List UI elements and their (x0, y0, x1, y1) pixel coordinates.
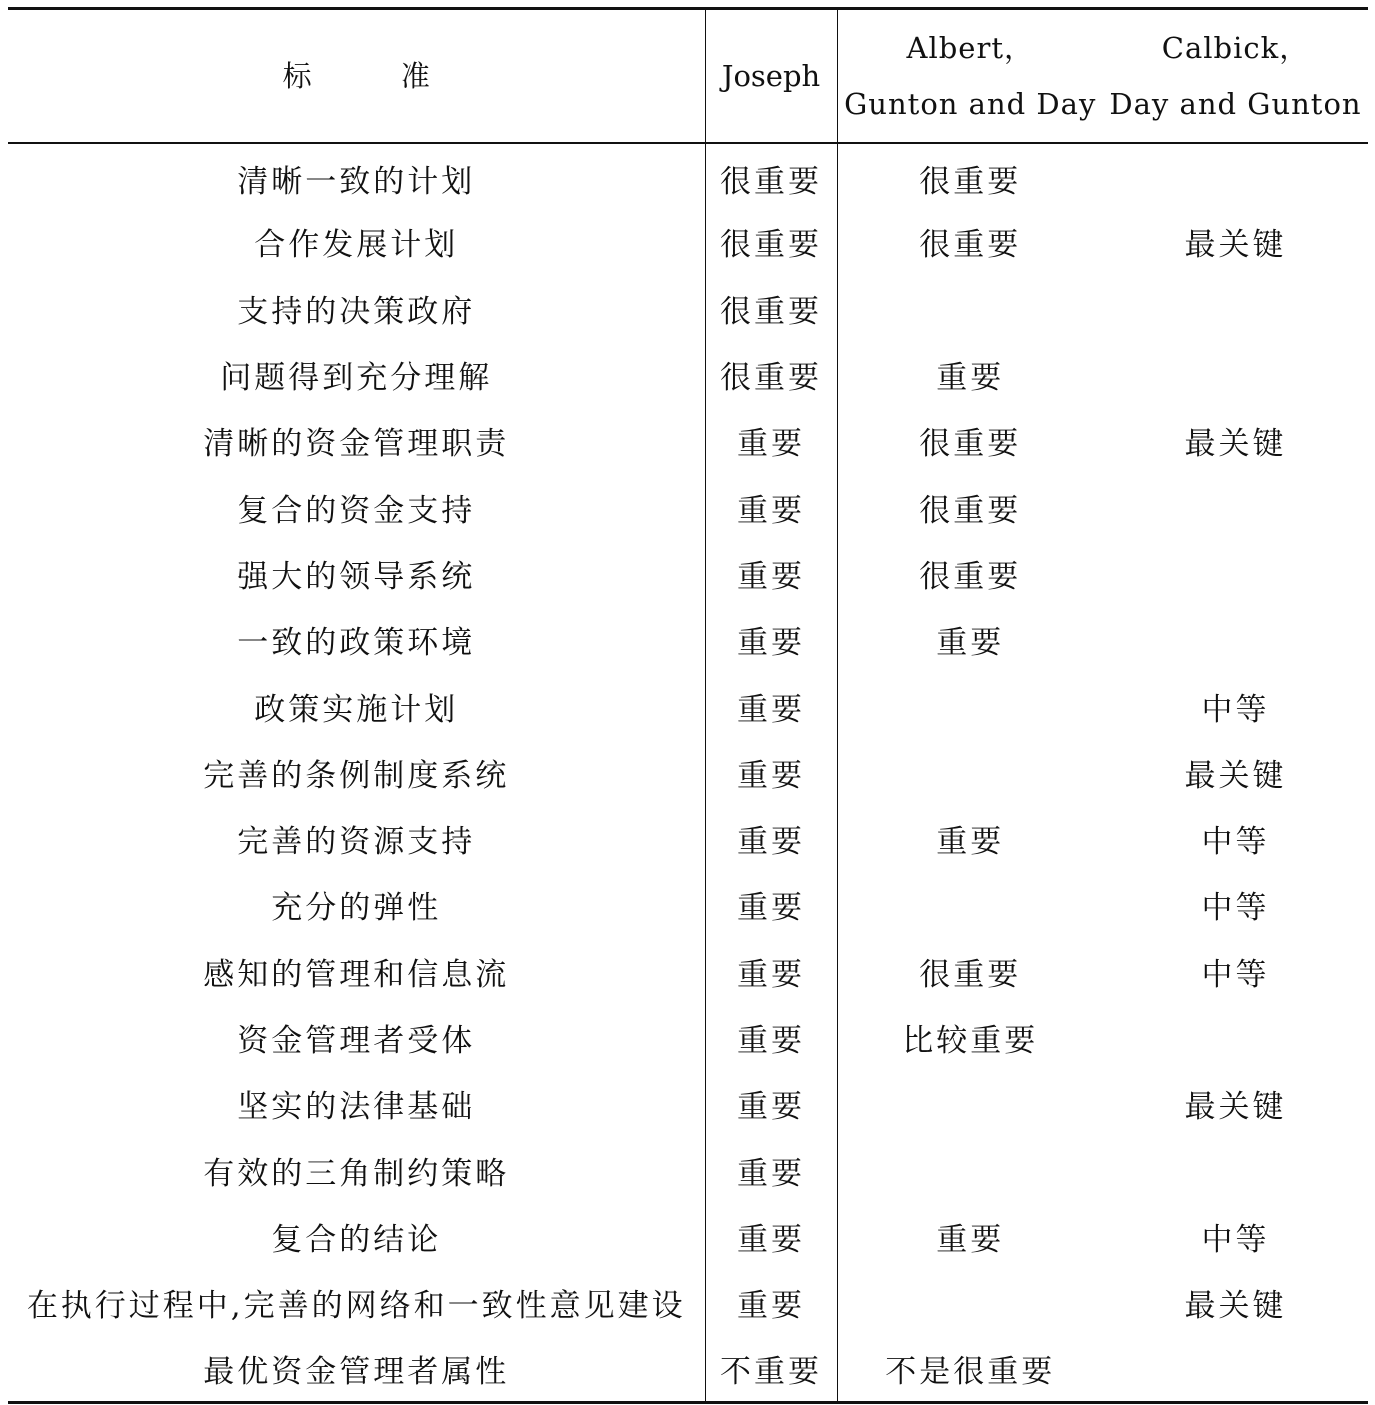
table-row (8, 143, 1368, 209)
cell-criterion: 政策实施计划 (254, 691, 459, 728)
table-body (8, 143, 1368, 1403)
cell-calbick-day-gunton: 最关键 (1184, 426, 1287, 463)
cell-albert-gunton-day (837, 673, 1103, 739)
cell-joseph: 重要 (705, 1270, 837, 1336)
table-row (8, 1336, 1368, 1402)
cell-albert-gunton-day: 比较重要 (837, 1004, 1103, 1070)
table-row (8, 341, 1368, 407)
cell-calbick-day-gunton: 最关键 (1184, 1288, 1287, 1325)
cell-calbick-day-gunton: 中等 (1201, 691, 1270, 728)
header-criterion: 标 准 (8, 9, 705, 143)
cell-albert-gunton-day (837, 1071, 1103, 1137)
table-row (8, 872, 1368, 938)
cell-criterion: 复合的资金支持 (237, 492, 476, 529)
cell-joseph: 很重要 (705, 341, 837, 407)
cell-albert-gunton-day: 重要 (837, 607, 1103, 673)
cell-criterion: 最优资金管理者属性 (8, 1336, 705, 1402)
table-row (8, 938, 1368, 1004)
cell-calbick-day-gunton: 中等 (1201, 956, 1270, 993)
header-row (8, 9, 1368, 143)
cell-criterion: 坚实的法律基础 (237, 1089, 476, 1126)
cell-joseph: 重要 (705, 1004, 837, 1070)
cell-criterion: 充分的弹性 (271, 890, 442, 927)
cell-criterion: 完善的条例制度系统 (203, 757, 510, 794)
cell-albert-gunton-day (837, 1270, 1103, 1336)
table-row (8, 1071, 1368, 1137)
cell-criterion: 在执行过程中,完善的网络和一致性意见建设 (26, 1288, 686, 1325)
cell-calbick-day-gunton (1103, 607, 1368, 673)
table-row (8, 275, 1368, 341)
criteria-table (8, 7, 1368, 1404)
cell-albert-gunton-day: 很重要 (837, 474, 1103, 540)
cell-albert-gunton-day: 重要 (837, 1203, 1103, 1269)
header-calbick-line1: Calbick， (1161, 30, 1310, 65)
cell-calbick-day-gunton: 中等 (1201, 1221, 1270, 1258)
cell-calbick-day-gunton (1103, 474, 1368, 540)
cell-joseph: 很重要 (705, 209, 837, 275)
table-row (8, 673, 1368, 739)
table-row (8, 540, 1368, 606)
table-row (8, 1137, 1368, 1203)
cell-joseph: 重要 (705, 805, 837, 871)
cell-joseph: 重要 (705, 938, 837, 1004)
header-albert-line2: Gunton and Day (844, 86, 1097, 121)
cell-albert-gunton-day: 重要 (837, 341, 1103, 407)
cell-joseph: 重要 (705, 872, 837, 938)
cell-joseph: 重要 (705, 607, 837, 673)
cell-joseph: 重要 (705, 1137, 837, 1203)
cell-calbick-day-gunton: 最关键 (1184, 227, 1287, 264)
table-header (8, 9, 1368, 143)
header-calbick-line2: Day and Gunton (1109, 86, 1362, 121)
cell-criterion: 感知的管理和信息流 (203, 956, 510, 993)
table-row (8, 1004, 1368, 1070)
table-row (8, 408, 1368, 474)
cell-joseph: 重要 (705, 1071, 837, 1137)
header-joseph: Joseph (705, 9, 837, 143)
cell-albert-gunton-day (837, 1137, 1103, 1203)
header-albert-gunton-day (837, 9, 1103, 143)
table-row (8, 607, 1368, 673)
cell-albert-gunton-day (837, 872, 1103, 938)
cell-criterion: 支持的决策政府 (237, 293, 476, 330)
cell-calbick-day-gunton (1103, 275, 1368, 341)
cell-calbick-day-gunton: 最关键 (1184, 757, 1287, 794)
cell-albert-gunton-day: 不是很重要 (837, 1336, 1103, 1402)
cell-criterion: 合作发展计划 (254, 227, 459, 264)
cell-joseph: 重要 (705, 739, 837, 805)
cell-criterion: 清晰的资金管理职责 (203, 426, 510, 463)
cell-albert-gunton-day: 很重要 (837, 209, 1103, 275)
cell-joseph: 重要 (705, 1203, 837, 1269)
cell-calbick-day-gunton (1103, 143, 1368, 209)
cell-calbick-day-gunton: 最关键 (1184, 1089, 1287, 1126)
cell-joseph: 很重要 (705, 275, 837, 341)
cell-albert-gunton-day: 很重要 (837, 143, 1103, 209)
cell-albert-gunton-day: 很重要 (837, 938, 1103, 1004)
header-albert-line1: Albert， (906, 30, 1034, 65)
cell-joseph: 重要 (705, 474, 837, 540)
cell-criterion: 复合的结论 (271, 1221, 442, 1258)
cell-albert-gunton-day (837, 739, 1103, 805)
cell-joseph: 重要 (705, 673, 837, 739)
cell-albert-gunton-day: 很重要 (837, 540, 1103, 606)
criteria-table-container (8, 7, 1368, 1404)
cell-criterion: 清晰一致的计划 (237, 163, 476, 200)
cell-criterion: 完善的资源支持 (237, 824, 476, 861)
cell-calbick-day-gunton (1103, 1336, 1368, 1402)
table-row (8, 805, 1368, 871)
cell-calbick-day-gunton (1103, 341, 1368, 407)
header-calbick-day-gunton (1103, 9, 1368, 143)
cell-albert-gunton-day: 重要 (837, 805, 1103, 871)
cell-criterion: 问题得到充分理解 (220, 360, 493, 397)
cell-calbick-day-gunton (1103, 1137, 1368, 1203)
cell-calbick-day-gunton: 中等 (1201, 890, 1270, 927)
cell-joseph: 不重要 (705, 1336, 837, 1402)
table-row (8, 209, 1368, 275)
cell-calbick-day-gunton (1103, 540, 1368, 606)
cell-albert-gunton-day (837, 275, 1103, 341)
cell-criterion: 一致的政策环境 (237, 625, 476, 662)
table-row (8, 1270, 1368, 1336)
table-row (8, 739, 1368, 805)
cell-criterion: 强大的领导系统 (237, 558, 476, 595)
table-row (8, 474, 1368, 540)
cell-calbick-day-gunton (1103, 1004, 1368, 1070)
table-row (8, 1203, 1368, 1269)
cell-calbick-day-gunton: 中等 (1201, 824, 1270, 861)
cell-joseph: 很重要 (705, 143, 837, 209)
cell-criterion: 有效的三角制约策略 (203, 1155, 510, 1192)
cell-criterion: 资金管理者受体 (237, 1023, 476, 1059)
cell-albert-gunton-day: 很重要 (837, 408, 1103, 474)
cell-joseph: 重要 (705, 408, 837, 474)
cell-joseph: 重要 (705, 540, 837, 606)
